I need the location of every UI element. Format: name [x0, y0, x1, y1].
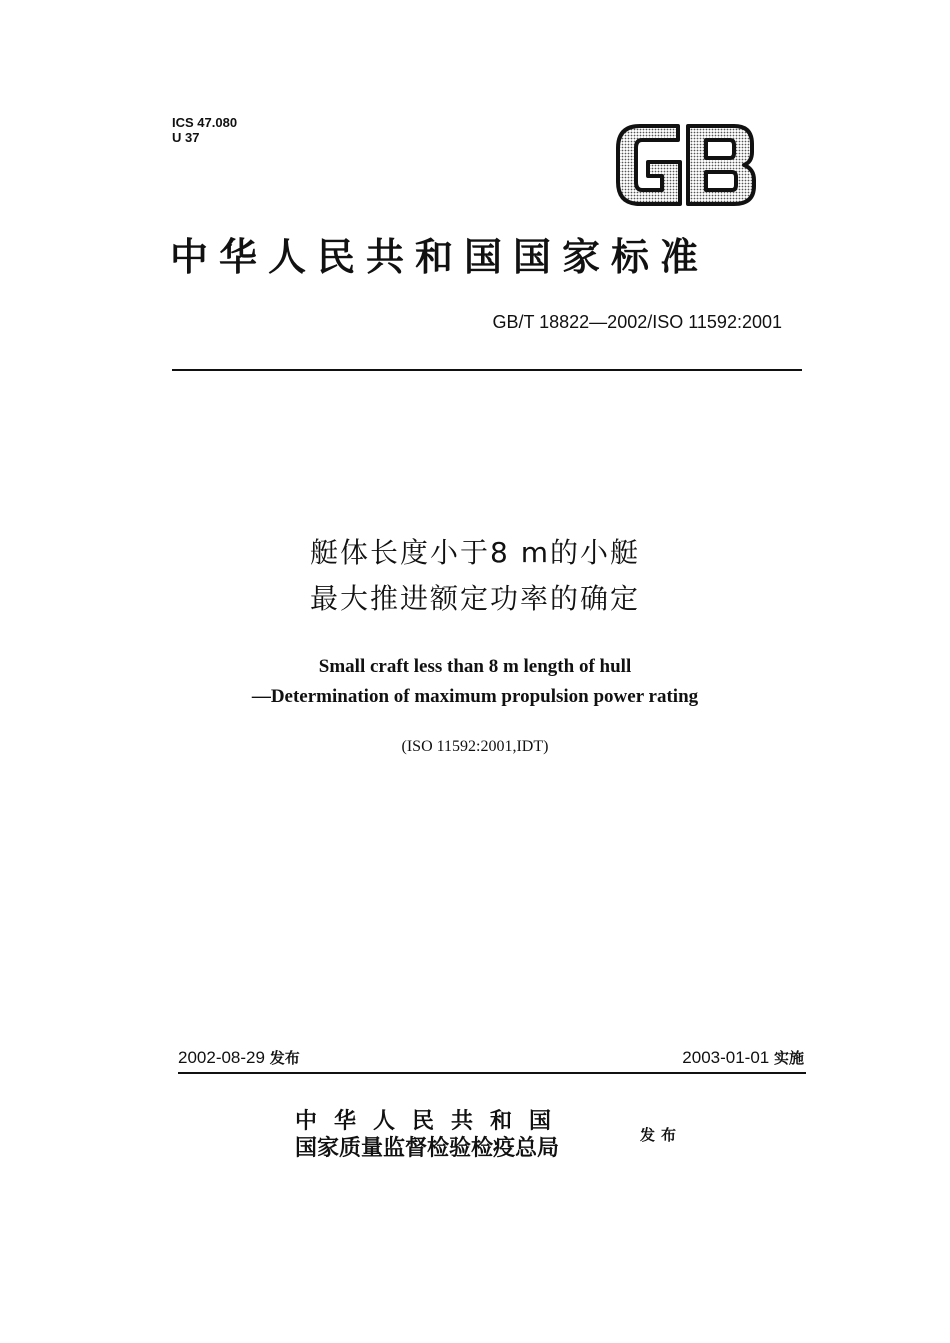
chinese-title	[0, 530, 950, 622]
gb-logo	[612, 122, 758, 208]
publish-label: 发布	[640, 1126, 683, 1144]
implementation-date	[682, 1047, 804, 1068]
issuing-authority	[295, 1108, 568, 1162]
issue-date-label: 发布	[269, 1049, 300, 1067]
english-title-line-1: Small craft less than 8 m length of hull	[318, 656, 632, 677]
ics-code: ICS 47.080	[172, 115, 238, 130]
issuer-line-1: 中华人民共和国	[295, 1109, 569, 1134]
national-standard-title: 中华人民共和国国家标准	[170, 235, 710, 279]
implementation-date-label: 实施	[773, 1049, 804, 1067]
english-title-line-2: —Determination of maximum propulsion power rating	[251, 686, 699, 707]
issuer-line-2: 国家质量监督检验检疫总局	[295, 1136, 560, 1161]
classification-block	[172, 115, 237, 145]
chinese-title-line-2: 最大推进额定功率的确定	[309, 582, 640, 615]
implementation-date-value: 2003-01-01	[682, 1048, 770, 1067]
chinese-title-line-1: 艇体长度小于8 m的小艇	[310, 536, 640, 569]
iso-reference: (ISO 11592:2001,IDT)	[401, 738, 549, 755]
issue-date-value: 2002-08-29	[178, 1048, 265, 1067]
footer-divider	[178, 1072, 806, 1074]
english-title	[0, 652, 950, 712]
header-divider	[172, 369, 802, 371]
standard-number: GB/T 18822—2002/ISO 11592:2001	[492, 312, 782, 332]
issue-date	[178, 1047, 300, 1068]
ccs-code: U 37	[172, 130, 200, 145]
